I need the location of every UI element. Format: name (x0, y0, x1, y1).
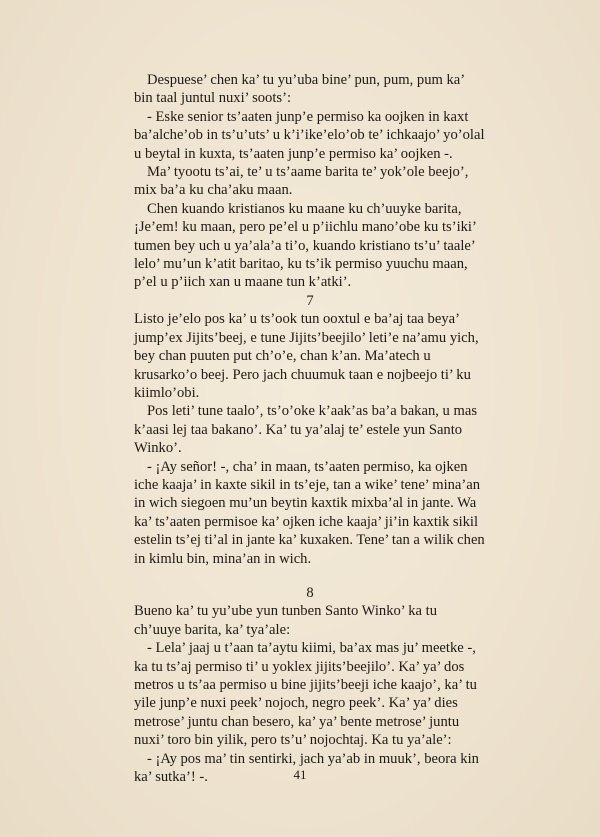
paragraph: Ma’ tyootu ts’ai, te’ u ts’aame barita te’ yok’ole beejo’, mix ba’a ku cha’aku maan. (134, 164, 469, 199)
paragraph: - ¡Ay pos ma’ tin sentirki, jach ya’ab in muuk’, beora kin ka’ sutka’! -. (134, 750, 479, 786)
paragraph: Chen kuando kristianos ku maane ku ch’uuyke barita, ¡Je’em! ku maan, pero pe’el u p’iichlu mano’obe ku ts’iki’ tumen bey uch u ya’ala’a ti’o, kuando kristiano ts’u’ taale’ lelo’ mu’un k’atit baritao, ku ts’ik permiso yuuchu maan, p’el u p’iich xan u maane tun k’atki’. (134, 200, 476, 291)
paragraph: Pos leti’ tune taalo’, ts’o’oke k’aak’as ba’a bakan, u mas k’aasi lej taa bakano’. Ka’ tu ya’alaj te’ estele yun Santo Winko’. (134, 403, 477, 457)
page-text (134, 71, 486, 786)
section-number: 8 (306, 584, 314, 601)
paragraph: Bueno ka’ tu yu’ube yun tunben Santo Winko’ ka tu ch’uuye barita, ka’ tya’ale: (134, 603, 437, 638)
paragraph: Despuese’ chen ka’ tu yu’uba bine’ pun, pum, pum ka’ bin taal juntul nuxi’ soots’: (134, 72, 465, 107)
page-number: 41 (293, 767, 307, 782)
paragraph: - Eske senior ts’aaten junp’e permiso ka oojken in kaxt ba’alche’ob in ts’u’uts’ u k’i’ike’elo’ob te’ ichkaajo’ yo’olal u beytal in kuxta, ts’aaten junp’e permiso ka’ oojken -. (134, 108, 485, 162)
paragraph: - Lela’ jaaj u t’aan ta’aytu kiimi, ba’ax mas ju’ meetke -, ka tu ts’aj permiso ti’ u yoklex jijits’beejilo’. Ka’ ya’ dos metros u ts’aa permiso u bine jijits’beeji iche kaajo’, ka’ tu yile junp’e nuxi peek’ nojoch, negro peek’. Ka’ ya’ dies metrose’ juntu chan besero, ka’ ya’ bente metrose’ juntu nuxi’ toro bin yilik, pero ts’u’ nojochtaj. Ka tu ya’ale’: (134, 640, 477, 749)
paragraph: - ¡Ay señor! -, cha’ in maan, ts’aaten permiso, ka ojken iche kaaja’ in kaxte sikil in ts’eje, tan a wike’ tene’ mina’an in wich siegoen mu’un beytin kaxtik mixba’al in jante. Wa ka’ ts’aaten permisoe ka’ ojken iche kaaja’ ji’in kaxtik sikil estelin ts’ej ti’al in jante ka’ kuxaken. Tene’ tan a wilik chen in kimlu bin, mina’an in wich. (134, 458, 485, 567)
section-number: 7 (306, 292, 314, 309)
paragraph: Listo je’elo pos ka’ u ts’ook tun ooxtul e ba’aj taa beya’ jump’ex Jijits’beej, e tune Jijits’beejilo’ leti’e na’amu yich, bey chan puuten put ch’o’e, chan k’an. Ma’atech u krusarko’o beej. Pero jach chuumuk taan e nojbeejo ti’ ku kiimlo’obi. (134, 311, 479, 401)
